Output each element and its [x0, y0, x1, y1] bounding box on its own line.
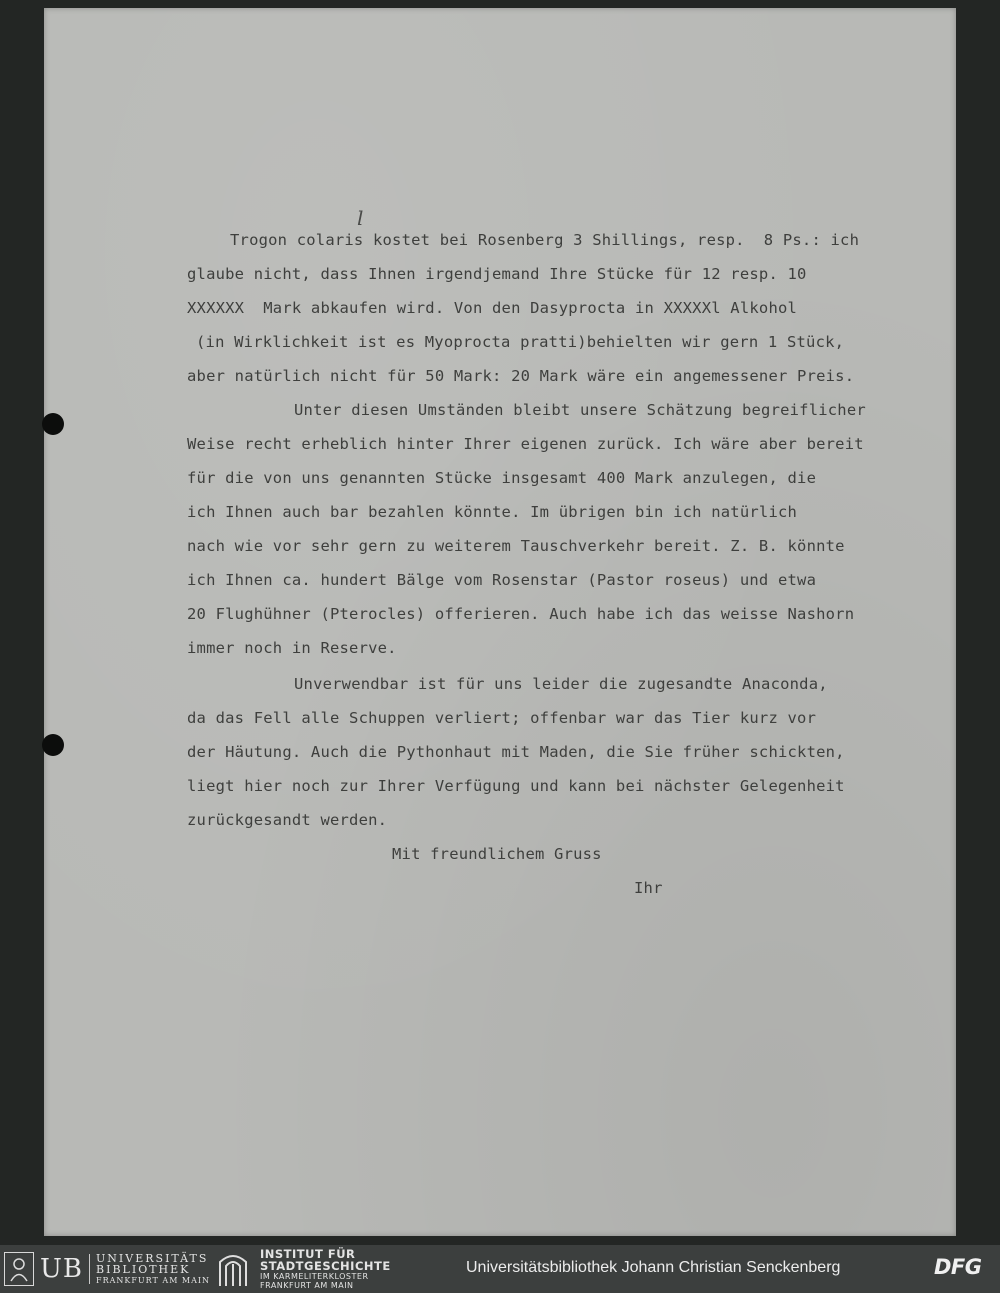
text-line-14: Unverwendbar ist für uns leider die zugesandte Anaconda, [294, 675, 828, 693]
isg-wordmark [260, 1248, 391, 1290]
punch-hole [42, 734, 64, 756]
isg-line-4: FRANKFURT AM MAIN [260, 1281, 354, 1290]
text-line-1: Trogon colaris kostet bei Rosenberg 3 Shillings, resp. 8 Ps.: ich [230, 231, 860, 249]
closing-greeting: Mit freundlichem Gruss [392, 845, 602, 863]
ub-wordmark [96, 1253, 210, 1286]
isg-line-3: IM KARMELITERKLOSTER [260, 1272, 369, 1281]
text-line-15: da das Fell alle Schuppen verliert; offenbar war das Tier kurz vor [187, 709, 817, 727]
text-line-13: immer noch in Reserve. [187, 639, 397, 657]
text-line-16: der Häutung. Auch die Pythonhaut mit Maden, die Sie früher schickten, [187, 743, 845, 761]
ub-divider [89, 1254, 90, 1284]
text-line-3: XXXXXX Mark abkaufen wird. Von den Dasyprocta in XXXXXl Alkohol [187, 299, 798, 317]
text-line-6: Unter diesen Umständen bleibt unsere Schätzung begreiflicher [294, 401, 866, 419]
text-line-12: 20 Flughühner (Pterocles) offerieren. Auch habe ich das weisse Nashorn [187, 605, 855, 623]
closing-signature-line: Ihr [634, 879, 663, 897]
ub-line-2: BIBLIOTHEK [96, 1262, 191, 1276]
punch-hole [42, 413, 64, 435]
text-line-7: Weise recht erheblich hinter Ihrer eigenen zurück. Ich wäre aber bereit [187, 435, 864, 453]
isg-line-1: INSTITUT FÜR [260, 1247, 356, 1261]
text-line-10: nach wie vor sehr gern zu weiterem Tauschverkehr bereit. Z. B. könnte [187, 537, 845, 555]
text-line-18: zurückgesandt werden. [187, 811, 388, 829]
ub-portrait-icon [4, 1252, 34, 1286]
text-line-11: ich Ihnen ca. hundert Bälge vom Rosenstar (Pastor roseus) und etwa [187, 571, 817, 589]
isg-line-2: STADTGESCHICHTE [260, 1259, 391, 1273]
isg-logo-link[interactable] [216, 1249, 391, 1289]
text-line-4: (in Wirklichkeit ist es Myoprocta pratti)behielten wir gern 1 Stück, [196, 333, 845, 351]
text-line-9: ich Ihnen auch bar bezahlen könnte. Im übrigen bin ich natürlich [187, 503, 798, 521]
isg-emblem-icon [216, 1250, 250, 1288]
footer-bar [0, 1245, 1000, 1293]
handwritten-correction: l [357, 206, 364, 230]
ub-line-1: UNIVERSITÄTS [96, 1251, 209, 1265]
library-title-link[interactable]: Universitätsbibliothek Johann Christian Senckenberg [466, 1259, 841, 1276]
text-line-8: für die von uns genannten Stücke insgesamt 400 Mark anzulegen, die [187, 469, 817, 487]
ub-mark: UB [40, 1254, 84, 1284]
ub-line-3: FRANKFURT AM MAIN [96, 1275, 211, 1285]
text-line-17: liegt hier noch zur Ihrer Verfügung und kann bei nächster Gelegenheit [187, 777, 845, 795]
dfg-logo-link[interactable]: DFG [934, 1255, 982, 1279]
text-line-2: glaube nicht, dass Ihnen irgendjemand Ihre Stücke für 12 resp. 10 [187, 265, 807, 283]
text-line-5: aber natürlich nicht für 50 Mark: 20 Mark wäre ein angemessener Preis. [187, 367, 855, 385]
ub-logo-link[interactable] [4, 1251, 210, 1287]
typewritten-letter-page [44, 8, 956, 1236]
